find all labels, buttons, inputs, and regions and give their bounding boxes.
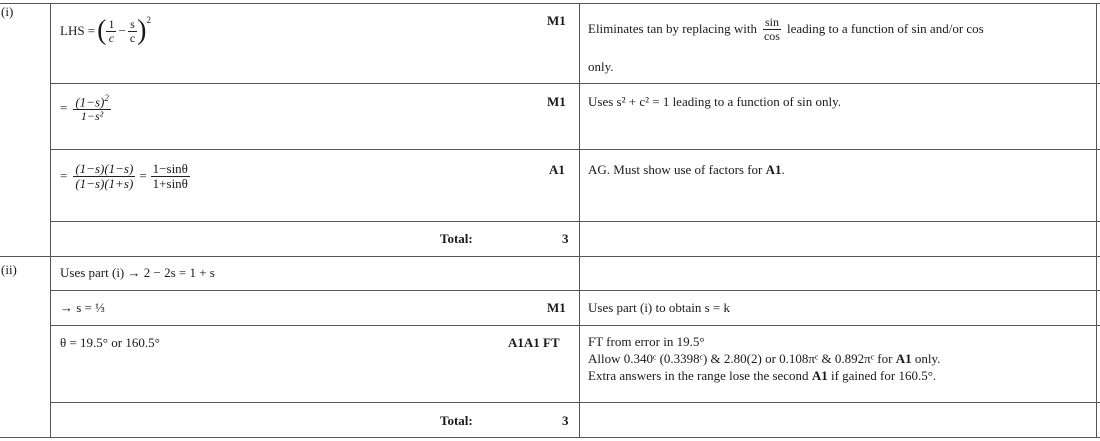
mark-code: M1: [547, 94, 566, 109]
fraction: [151, 162, 190, 190]
fraction-denominator: (1−s)(1+s): [75, 175, 134, 191]
working-line: θ = 19.5° or 160.5°: [60, 335, 160, 350]
close-paren: ): [137, 15, 147, 46]
guidance-text: AG. Must show use of factors for: [588, 162, 766, 177]
fraction: [73, 94, 111, 123]
working-line: [60, 162, 190, 190]
row-divider: [50, 325, 1100, 326]
working-line: [60, 94, 111, 123]
part-label: (ii): [1, 262, 17, 277]
row-divider: [0, 3, 1100, 4]
fraction-numerator: s: [130, 16, 135, 31]
working-line: → s = ⅓: [60, 300, 105, 315]
guidance-text: Extra answers in the range lose the second: [588, 368, 812, 383]
fraction-numerator: 1: [108, 16, 115, 31]
mark-reference: A1: [765, 162, 782, 177]
equals-sign: =: [139, 168, 147, 184]
row-divider: [50, 402, 1100, 403]
fraction-numerator: sin: [764, 15, 779, 29]
row-divider: [50, 149, 1100, 150]
guidance-note: [588, 333, 940, 384]
fraction-denominator: 1+sinθ: [152, 175, 188, 191]
guidance-text: only.: [911, 351, 941, 366]
guidance-text: if gained for 160.5°.: [827, 368, 937, 383]
col-divider: [50, 3, 51, 437]
guidance-note: [588, 162, 785, 178]
guidance-text: .: [781, 162, 785, 177]
row-divider: [50, 83, 1100, 84]
mark-code: M1: [547, 300, 566, 315]
exponent: 2: [146, 15, 151, 25]
exponent: 2: [104, 93, 109, 103]
fraction-denominator: cos: [763, 28, 780, 43]
fraction: [106, 18, 116, 44]
fraction: [73, 162, 135, 190]
col-divider: [1096, 3, 1097, 437]
part-label: (i): [1, 4, 14, 19]
total-value: 3: [562, 231, 569, 246]
total-value: 3: [562, 413, 569, 428]
row-divider: [50, 221, 1100, 222]
lhs-label: LHS =: [60, 23, 96, 38]
guidance-text: leading to a function of sin and/or cos: [786, 21, 984, 37]
fraction-denominator: c: [129, 30, 136, 45]
mark-code: M1: [547, 13, 566, 28]
row-divider: [0, 437, 1100, 438]
guidance-text: Eliminates tan by replacing with: [588, 21, 757, 37]
minus-sign: −: [118, 23, 126, 38]
lhs-expression: [60, 17, 151, 45]
equals-sign: =: [60, 168, 68, 184]
row-divider: [0, 256, 1100, 257]
guidance-text: Uses s² + c² = 1 leading to a function of sin only.: [588, 94, 842, 109]
total-label: Total:: [440, 413, 473, 428]
guidance-line: [588, 367, 940, 384]
guidance-line: [588, 350, 940, 367]
fraction-numerator: [73, 94, 111, 110]
mark-code: A1A1 FT: [508, 335, 560, 350]
mark-reference: A1: [895, 351, 912, 366]
total-label: Total:: [440, 231, 473, 246]
guidance-text: only.: [588, 59, 614, 74]
col-divider: [579, 3, 580, 437]
numerator-text: (1−s): [75, 94, 105, 110]
equals-sign: =: [60, 100, 68, 116]
fraction: [762, 16, 782, 42]
fraction-numerator: 1−sinθ: [152, 161, 188, 176]
fraction-numerator: (1−s)(1−s): [75, 161, 134, 176]
fraction-denominator: 1−s²: [80, 108, 104, 123]
open-paren: (: [97, 15, 107, 46]
guidance-text: Allow 0.340ᶜ (0.3398ᶜ) & 2.80(2) or 0.108πᶜ & 0.892πᶜ for: [588, 351, 896, 366]
guidance-text: FT from error in 19.5°: [588, 334, 705, 349]
mark-reference: A1: [811, 368, 828, 383]
fraction: [128, 18, 137, 44]
guidance-note: [588, 16, 984, 42]
mark-code: A1: [549, 162, 565, 177]
working-line: Uses part (i) → 2 − 2s = 1 + s: [60, 265, 215, 280]
guidance-text: Uses part (i) to obtain s = k: [588, 300, 731, 315]
fraction-denominator: c: [108, 30, 115, 45]
row-divider: [50, 290, 1100, 291]
